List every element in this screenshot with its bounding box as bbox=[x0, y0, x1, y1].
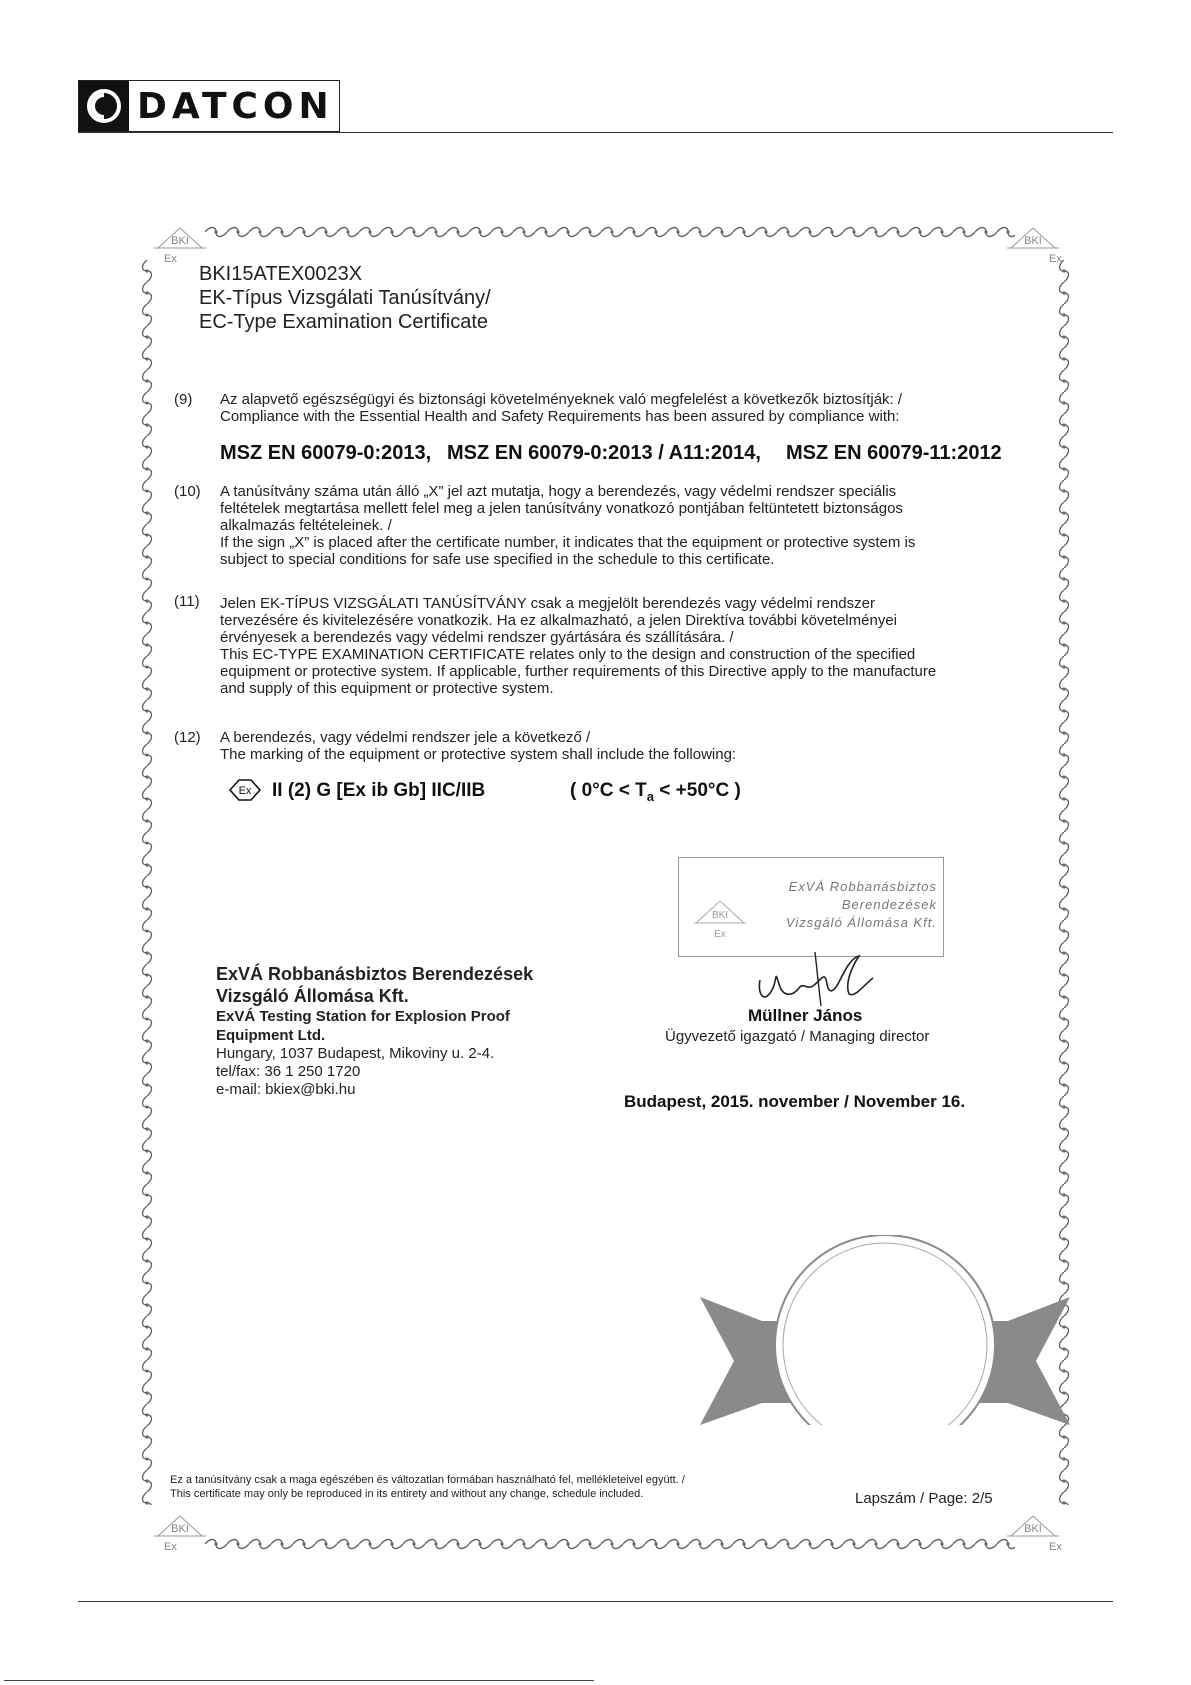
bottom-edge-line bbox=[4, 1680, 594, 1681]
top-ornament-border bbox=[205, 226, 1015, 238]
text-line: A tanúsítvány száma után álló „X” jel azt mutatja, hogy a berendezés, vagy védelmi rendszer speciális bbox=[220, 483, 897, 500]
section-number: (9) bbox=[174, 391, 193, 408]
text-line: feltételek megtartása mellett felel meg a jelen tanúsítvány vonatkozó pontjában feltüntetett biztonságos bbox=[220, 500, 903, 517]
seal-ribbon-icon bbox=[700, 1235, 1070, 1430]
section-12-text bbox=[220, 729, 1020, 763]
text-line: A berendezés, vagy védelmi rendszer jele a következő / bbox=[220, 729, 591, 746]
section-9-text bbox=[220, 391, 1020, 425]
text-line: Az alapvető egészségügyi és biztonsági követelményeknek való megfelelést a következők biztosítják: / bbox=[220, 391, 903, 408]
temp-suffix: < +50°C ) bbox=[654, 780, 741, 801]
signatory-title: Ügyvezető igazgató / Managing director bbox=[665, 1028, 930, 1045]
text-line: This EC-TYPE EXAMINATION CERTIFICATE relates only to the design and construction of the specified bbox=[220, 646, 916, 663]
ex-symbol-text: Ex bbox=[238, 785, 252, 797]
stamp-text bbox=[757, 878, 937, 932]
temp-subscript: a bbox=[646, 788, 654, 804]
section-10-text bbox=[220, 483, 1020, 568]
text-line: If the sign „X” is placed after the certificate number, it indicates that the equipment or protective system is bbox=[220, 534, 916, 551]
bki-stamp-icon bbox=[1003, 1510, 1063, 1554]
bki-corner-stamp-bottom-left bbox=[150, 1510, 210, 1554]
bki-stamp-sub: Ex bbox=[1049, 253, 1062, 265]
certificate-number: BKI15ATEX0023X bbox=[199, 263, 363, 285]
section-number: (10) bbox=[174, 483, 201, 500]
footer-divider bbox=[78, 1601, 1113, 1602]
issuer-email: e-mail: bkiex@bki.hu bbox=[216, 1081, 356, 1098]
issuer-name-hu: ExVÁ Robbanásbiztos Berendezések bbox=[216, 964, 534, 984]
equipment-marking: II (2) G [Ex ib Gb] IIC/IIB bbox=[272, 780, 486, 801]
page-number: Lapszám / Page: 2/5 bbox=[855, 1490, 993, 1507]
text-line: Jelen EK-TÍPUS VIZSGÁLATI TANÚSÍTVÁNY csak a megjelölt berendezés vagy védelmi rendszer bbox=[220, 595, 875, 612]
disclaimer-line: Ez a tanúsítvány csak a maga egészében és változatlan formában használható fel, mellékleteivel együtt. / bbox=[170, 1474, 685, 1486]
issuer-name-en: Equipment Ltd. bbox=[216, 1027, 326, 1044]
text-line: Compliance with the Essential Health and Safety Requirements has been assured by compliance with: bbox=[220, 408, 900, 425]
section-number: (12) bbox=[174, 729, 201, 746]
header-divider bbox=[78, 132, 1113, 133]
text-line: érvényesek a berendezés vagy védelmi rendszer gyártására és szállítására. / bbox=[220, 629, 734, 646]
bki-stamp-icon bbox=[150, 222, 210, 266]
datcon-logo bbox=[78, 80, 340, 132]
stamp-line: Berendezések bbox=[841, 897, 937, 912]
left-ornament-border bbox=[141, 260, 153, 1505]
text-line: and supply of this equipment or protective system. bbox=[220, 680, 554, 697]
disclaimer-line: This certificate may only be reproduced in its entirety and without any change, schedule included. bbox=[170, 1488, 644, 1500]
issuer-block bbox=[216, 963, 533, 1099]
brand-name: DATCON bbox=[137, 85, 334, 127]
stamp-bki-icon bbox=[690, 893, 750, 946]
text-line: equipment or protective system. If applicable, further requirements of this Directive apply to the manufacture bbox=[220, 663, 937, 680]
certificate-title-en: EC-Type Examination Certificate bbox=[199, 311, 489, 333]
datcon-logo-icon bbox=[79, 81, 129, 131]
text-line: tervezésére és kivitelezésére vonatkozik. Ha ez alkalmazható, a jelen Direktíva további követelményei bbox=[220, 612, 897, 629]
standard-ref: MSZ EN 60079-0:2013, bbox=[220, 442, 432, 464]
bki-corner-stamp-bottom-right bbox=[1003, 1510, 1063, 1554]
bki-stamp-mark: BKI bbox=[171, 235, 189, 247]
bki-corner-stamp-top-left bbox=[150, 222, 210, 266]
bki-stamp-icon bbox=[1003, 222, 1063, 266]
text-line: The marking of the equipment or protective system shall include the following: bbox=[220, 746, 737, 763]
section-11-text bbox=[220, 595, 1020, 697]
bki-stamp-mark: BKI bbox=[1024, 1523, 1042, 1535]
stamp-line: Vizsgáló Állomása Kft. bbox=[785, 915, 937, 930]
signatory-name: Müllner János bbox=[748, 1006, 863, 1025]
bki-stamp-sub: Ex bbox=[164, 1541, 177, 1553]
reproduction-disclaimer bbox=[170, 1473, 685, 1501]
text-line: alkalmazás feltételeinek. / bbox=[220, 517, 392, 534]
bki-stamp-mark: BKI bbox=[171, 1523, 189, 1535]
standard-ref: MSZ EN 60079-0:2013 / A11:2014, bbox=[447, 442, 761, 464]
bottom-ornament-border bbox=[205, 1538, 1015, 1550]
stamp-line: ExVÁ Robbanásbiztos bbox=[788, 879, 937, 894]
ex-hexagon-icon bbox=[228, 778, 262, 807]
text-line: subject to special conditions for safe use specified in the schedule to this certificate. bbox=[220, 551, 775, 568]
issuer-name-en: ExVÁ Testing Station for Explosion Proof bbox=[216, 1008, 510, 1025]
temp-prefix: ( 0°C < T bbox=[570, 780, 647, 801]
certificate-title-hu: EK-Típus Vizsgálati Tanúsítvány/ bbox=[199, 287, 491, 309]
issuer-telfax: tel/fax: 36 1 250 1720 bbox=[216, 1063, 361, 1080]
bki-corner-stamp-top-right bbox=[1003, 222, 1063, 266]
bki-stamp-sub: Ex bbox=[1049, 1541, 1062, 1553]
section-number: (11) bbox=[174, 593, 200, 610]
bki-stamp-sub: Ex bbox=[714, 929, 726, 940]
issuer-name-hu: Vizsgáló Állomása Kft. bbox=[216, 986, 409, 1006]
place-and-date: Budapest, 2015. november / November 16. bbox=[624, 1092, 966, 1111]
bki-stamp-mark: BKI bbox=[711, 910, 729, 921]
bki-stamp-mark: BKI bbox=[1024, 235, 1042, 247]
temperature-range bbox=[570, 780, 741, 804]
bki-stamp-sub: Ex bbox=[164, 253, 177, 265]
standard-ref: MSZ EN 60079-11:2012 bbox=[786, 442, 1002, 464]
issuer-address: Hungary, 1037 Budapest, Mikoviny u. 2-4. bbox=[216, 1045, 495, 1062]
bki-stamp-icon bbox=[150, 1510, 210, 1554]
